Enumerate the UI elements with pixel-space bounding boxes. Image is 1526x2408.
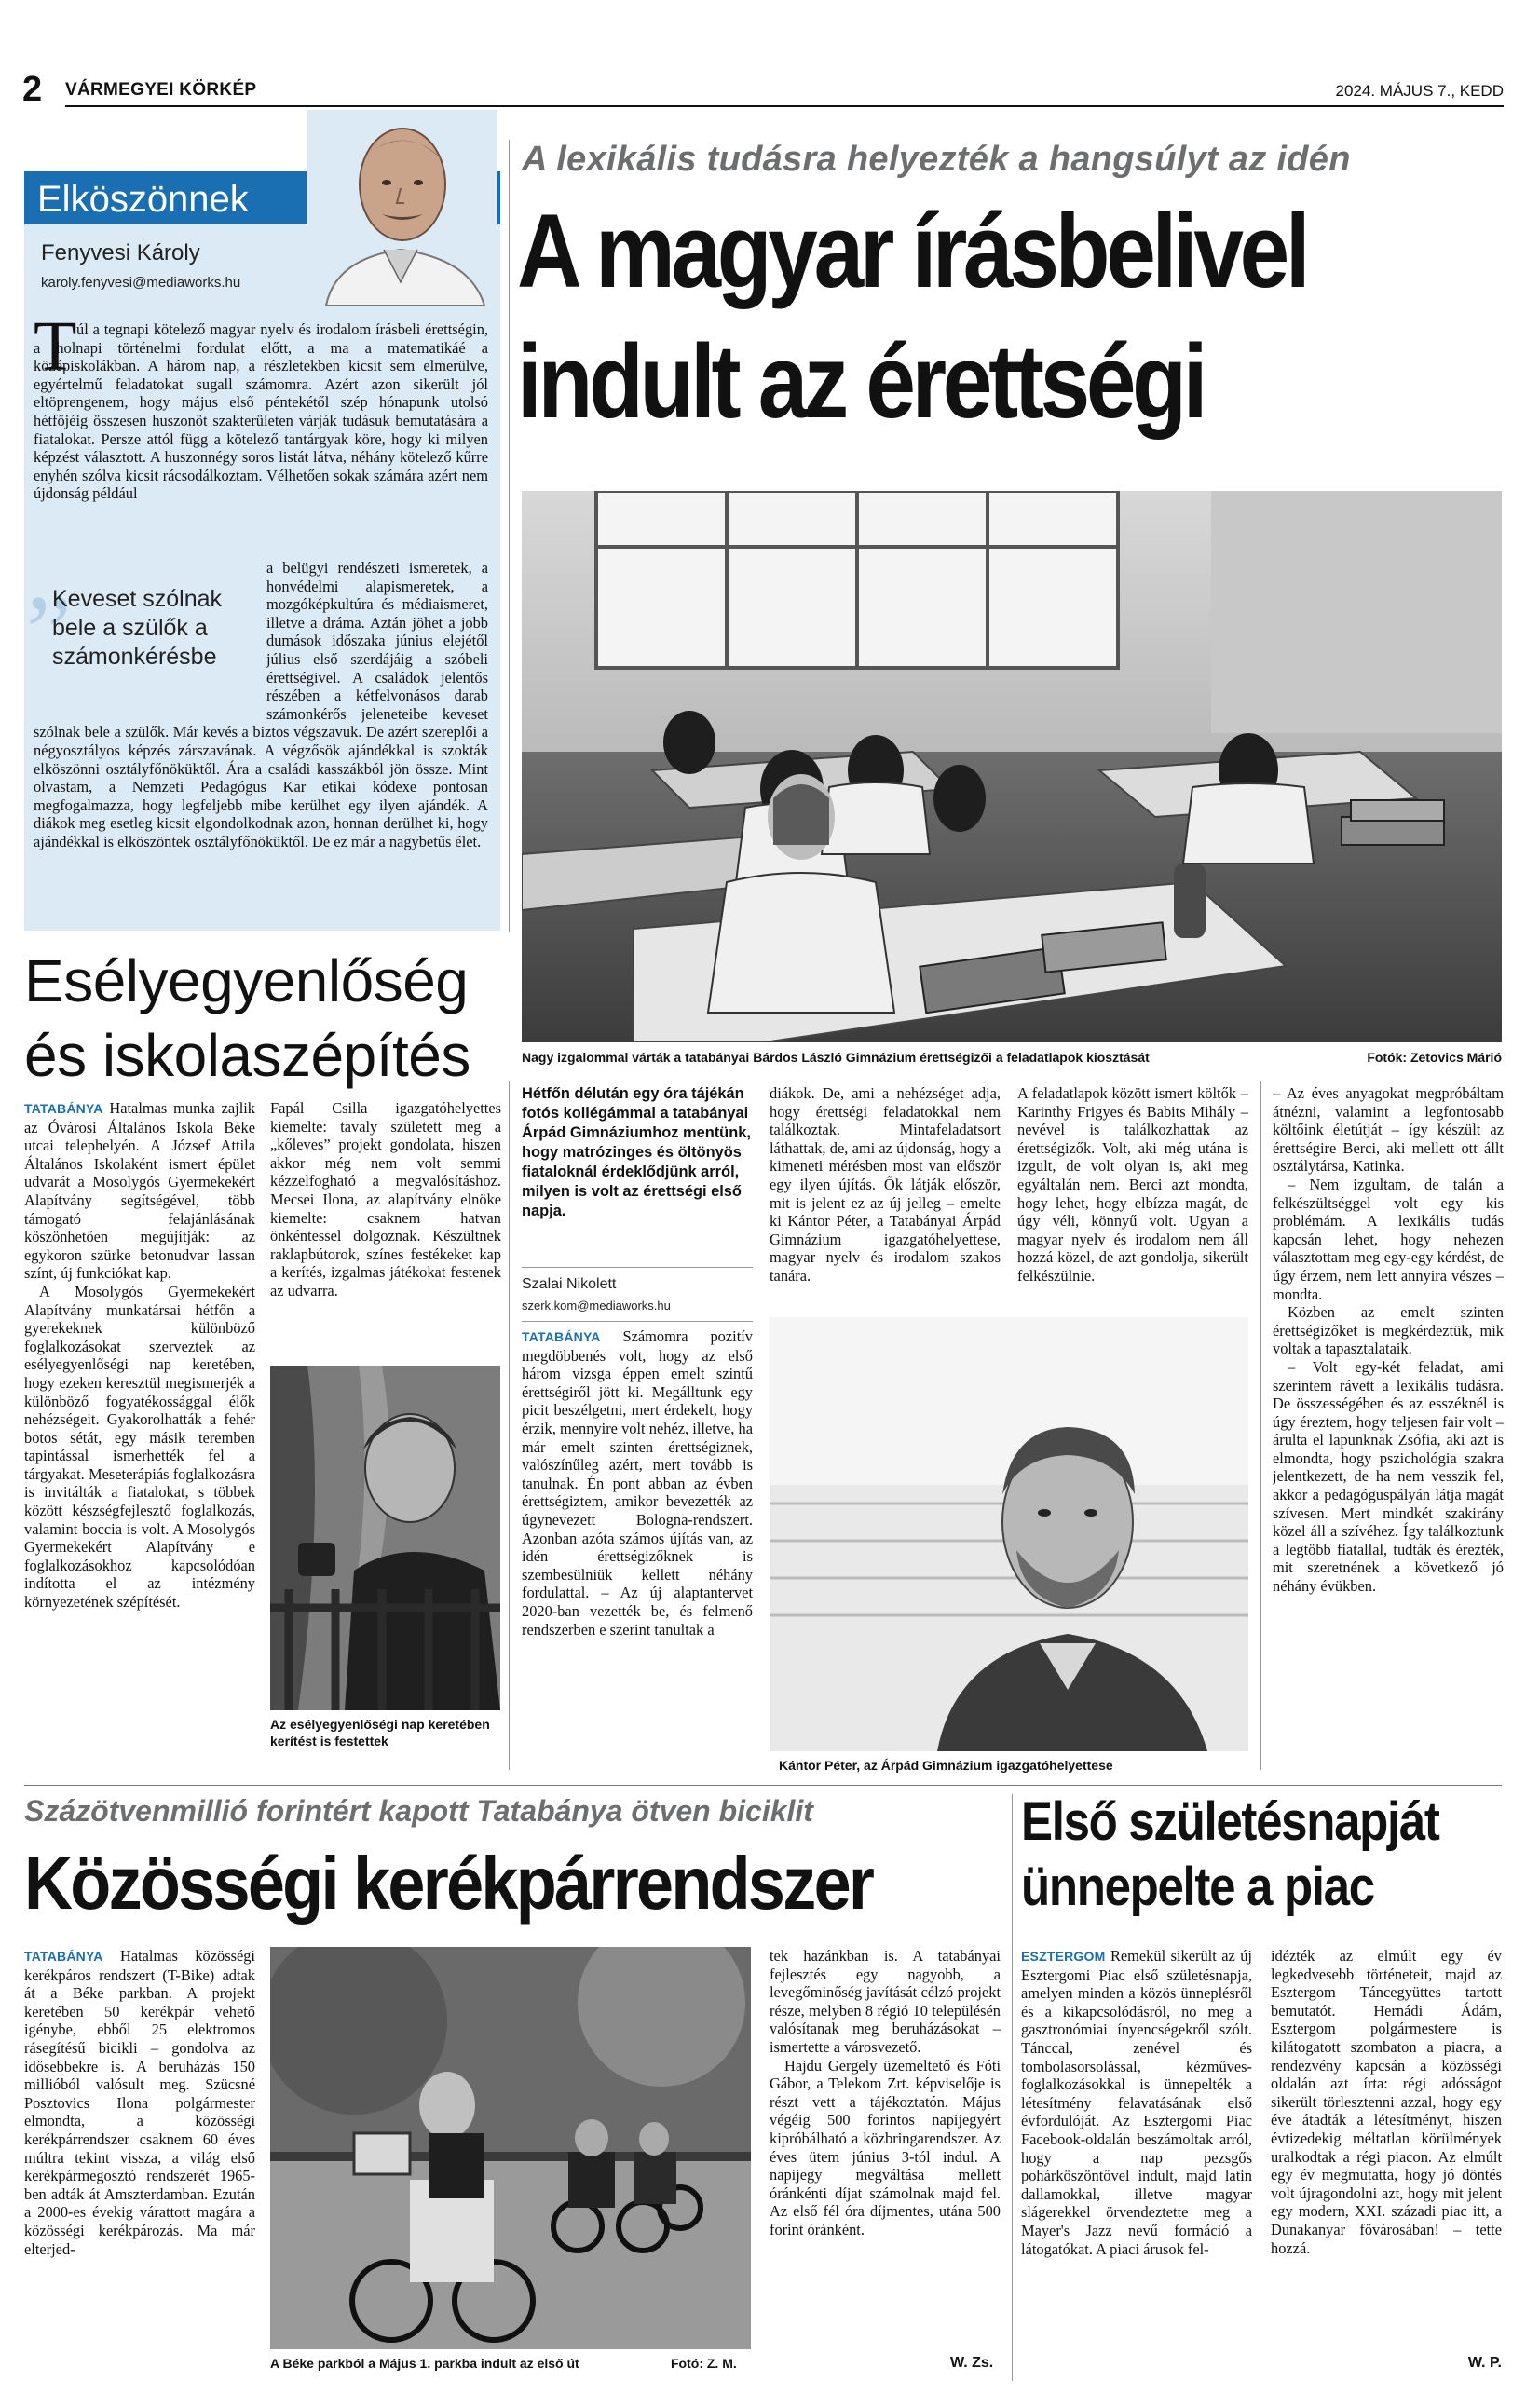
school-col1 — [24, 1099, 255, 1770]
column-pullquote: Keveset szólnak bele a szülők a számonkérésbe — [52, 586, 223, 670]
main-col4 — [1273, 1084, 1504, 1770]
bike-riders-photo — [270, 1947, 751, 2349]
column-email: karoly.fenyvesi@mediaworks.hu — [41, 275, 241, 291]
market-col1-text: Remekül sikerült az új Esztergomi Piac első születésnapja, amelyen minden a közös ünneplésről és a kikapcsolódásról, no meg a gasztronómiai ínyencségekről szólt. Tánccal, zenével és tombolasorsolással, kézműves-foglalkozásokkal is ünnepelték a létesítmény felavatásának első évfordulóját. Az Esztergomi Piac Facebook-oldalán beszámoltak arról, hogy a nap pezsgős pohárköszöntővel indult, majd latin dallamokkal, illetve magyar slágerekkel örvendeztette meg a Mayer's Jazz nevű formáció a látogatókat. A piaci árusok fel- — [1021, 1947, 1252, 2258]
market-col1 — [1021, 1947, 1252, 2374]
author-portrait — [307, 110, 497, 306]
column-divider — [509, 140, 510, 932]
header-rule — [65, 105, 1504, 107]
main-col4-p2: – Nem izgultam, de talán a felkészültséggel volt egy kis problémám. A lexikális tudás kapcsán lehet, hogy nehezen választottam meg egy-egy kérdést, de úgy érzem, nem lett annyira vészes – mondta. — [1273, 1175, 1504, 1303]
bike-col1-text: Hatalmas közösségi kerékpáros rendszert (T-Bike) adtak át a Béke parkban. A projekt keretében 50 kerékpár vehető igénybe, ebből 25 elektromos rásegítésű bicikli – gondolva az idősebbekre is. A beruházás 150 millióból valósult meg. Szücsné Posztovics Ilona polgármester elmondta, a közösségi kerékpárrendszer csaknem 60 éves múltra tekint vissza, a világ első kerékpármegosztó rendszerét 1965-ben adták át Amszterdamban. Ezután a 2000-es évekig várattott magára a közösségi kerékpározás. Ma már elterjed- — [24, 1947, 255, 2258]
main-col3: A feladatlapok között ismert költők – Karinthy Frigyes és Babits Mihály – nevével is találkozhattak az érettségizők. Volt, aki még utána is izgult, de volt olyan is, aki meg egyáltalán nem. Berci azt mondta, hogy lehet, hogy elbízza magát, de úgy véli, könnyű volt. Ugyan a magyar nyelv és irodalom nem áll hozzá közel, de azt gondolja, sikerült felkészülnie. — [1017, 1084, 1248, 1285]
exam-room-photo — [522, 491, 1502, 1042]
quote-mark-icon: ” — [26, 575, 72, 688]
fence-painting-photo — [270, 1366, 500, 1710]
bike-dateline: TATABÁNYA — [24, 1949, 103, 1964]
author-rule — [522, 1321, 753, 1322]
bike-col2-p2: Hajdu Gergely üzemeltető és Fóti Gábor, a Telekom Zrt. képviselője is részt vett a tájékoztatón. Május végéig 500 forintos napijegyért kipróbálható a közbringarendszer. Az éves ütem június 3-tól indul. A napijegy megváltása mellett óránkénti díjat számolnak majd fel. Az első fél óra díjmentes, utána 500 forint óránként. — [770, 2056, 1001, 2238]
column-label: Elköszönnek — [37, 179, 249, 220]
column-text-intro: úl a tegnapi kötelező magyar nyelv és irodalom írásbeli érettségin, a holnapi történelmi fordulat előtt, a ma a matematikáé a középiskolákban. A három nap, a részletekben kicsit sem elmerülve, egyértelmű feladatokat sugall számomra. Azért azon sikerült jól eltöprengenem, hogy május első péntekétől szép hónapunk utolsó hétfőjéig összesen huszonöt szakterületen várják tudásuk bemutatására a fiatalokat. Persze attól függ a kötelező tantárgyak köre, hogy ki milyen képzést választott. A huszonnégy soros listát látva, néhány kötelező kűrre enyhén szólva kicsit rácsodálkoztam. Vélhetően sokak számára azért nem újdonság például — [34, 320, 488, 503]
market-headline-line1: Első születésnapját — [1021, 1791, 1439, 1852]
main-dateline: TATABÁNYA — [522, 1329, 601, 1344]
main-headline-line1: A magyar írásbelivel — [517, 193, 1307, 309]
main-author: Szalai Nikolett — [522, 1276, 617, 1292]
teacher-portrait-photo — [770, 1317, 1248, 1751]
bike-signature: W. Zs. — [950, 2355, 994, 2371]
school-col2: Fapál Csilla igazgatóhelyettes kiemelte: tavaly született meg a „kőleves” projekt gondolata, hiszen akkor még nem volt semmi kézzelfogható a megvalósításhoz. Mecsei Ilona, az alapítvány elnöke kiemelte: csaknem hatvan önkéntessel dolgoznak. Készültnek raklapbútorok, színes festékeket kap a kerítés, izgalmas játékokat festenek az udvarra. — [270, 1099, 501, 1299]
bike-headline: Közösségi kerékpárrendszer — [24, 1842, 873, 1925]
section-title: VÁRMEGYEI KÖRKÉP — [65, 80, 257, 100]
market-signature: W. P. — [1467, 2355, 1502, 2371]
main-headline-line2: indult az érettségi — [517, 323, 1205, 440]
main-author-email: szerk.kom@mediaworks.hu — [522, 1299, 671, 1313]
market-headline-line2: ünnepelte a piac — [1021, 1857, 1374, 1917]
teacher-portrait-caption: Kántor Péter, az Árpád Gimnázium igazgatóhelyettese — [779, 1758, 1113, 1773]
bike-col1 — [24, 1947, 255, 2374]
main-lead: Hétfőn délután egy óra tájékán fotós kollégámmal a tatabányai Árpád Gimnáziumhoz mentünk, hogy matrózinges és öltönyös fiataloknál érdeklődjünk arról, milyen is volt az érettségi első napja. — [522, 1085, 751, 1219]
bike-photo-credit: Fotó: Z. M. — [671, 2356, 737, 2371]
market-divider — [1012, 1794, 1013, 2381]
main-col4-p4: – Volt egy-két feladat, ami szerintem rávett a lexikális tudásra. De összességében és az esszéknél is úgy éreztem, hogy teljesen fair volt – árulta el lapunknak Zsófia, aki azt is elmondta, hogy pszichológia szakra jelentkezett, de ha nem vesszik fel, akkor a pedagóguspályán látja magát szívesen. Mert mindkét szakirány közel áll a szívéhez. Így találkoztunk a legtöbb fiatallal, tudták és érezték, mit szeretnének a következő jó néhány évükben. — [1273, 1357, 1504, 1596]
column-dropcap: T — [34, 307, 77, 386]
lead-rule — [522, 1267, 753, 1268]
main-photo-credit: Fotók: Zetovics Márió — [1367, 1050, 1502, 1065]
main-col4-p3: Közben az emelt szinten érettségizőket is megkérdeztük, mik voltak a tapasztalataik. — [1273, 1303, 1504, 1358]
main-photo-caption: Nagy izgalommal várták a tatabányai Bárdos László Gimnázium érettségizői a feladatlapok kiosztását — [522, 1050, 1150, 1065]
school-col1-p2: A Mosolygós Gyermekekért Alapítvány munkatársai hétfőn a gyerekeknek különböző foglalkozásokat szerveztek az esélyegyenlőségi nap keretében, hogy ezeken keresztül megismerjék a különböző fogyatékossággal élők nehézségeit. Gyakorolhatták a fehér botos sétát, egy másik teremben tapintással ismerhették fel a tárgyakat. Meseterápiás foglalkozásra is invitálták a fiatalokat, s többek között készségfejlesztő foglalkozás, valamint boccia is volt. A Mosolygós Gyermekekért Alapítvány e foglalkozásokhoz kapcsolódóan indította el az intézmény környezetének szépítését. — [24, 1282, 255, 1612]
bottom-section-rule — [24, 1785, 1502, 1786]
main-col2: diákok. De, ami a nehézséget adja, hogy érettségi feladatokkal nem találkoztak. Mintafeladatsort láthattak, de, ami az újdonság, hogy a kimeneti mérésben most van először egy ilyen újítás. Ők látják először, mit is jelent ez az új jelleg – emelte ki Kántor Péter, a Tatabányai Árpád Gimnázium igazgatóhelyettese, magyar nyelv és irodalom szakos tanára. — [770, 1084, 1001, 1285]
school-headline-line2: és iskolaszépítés — [24, 1022, 470, 1089]
school-col1-text: Hatalmas munka zajlik az Óvárosi Általános Iskola Béke utcai telephelyén. A József Attila Általános Iskolaként ismert épület udvarát a Mosolygós Gyermekekért Alapítvány segítségével, több támogató felajánlásának köszönhetően megújítják: az egykoron szürke betonudvar lassan színt, új funkciókat kap. — [24, 1099, 255, 1283]
page-number: 2 — [22, 70, 43, 109]
main-col4-p1: – Az éves anyagokat megpróbáltam átnézni, valamint a legfontosabb költőink életútját – így készült az érettségire Berci, aki mellett ott állt osztálytársa, Katinka. — [1273, 1084, 1504, 1176]
main-col1 — [522, 1327, 753, 1765]
school-headline-line1: Esélyegyenlőség — [24, 947, 469, 1014]
market-col2: idézték az elmúlt egy év legkedvesebb történeteit, majd az Esztergom Táncegyüttes tartott bemutatót. Hernádi Ádám, Esztergom polgármestere is kilátogatott szombaton a piacra, a rendezvény kapcsán a közösségi oldalán azt írta: régi adósságot sikerült törlesztenni azzal, hogy egy éve átadták a létesítményt, hiszen évtizedekig méltatlan körülmények uralkodtak a régi piacon. Az elmúlt egy év megmutatta, hogy jó döntés volt újragondolni azt, hogy mit jelent egy modern, XXI. századi piac itt, a Dunakanyar fővárosában! – tette hozzá. — [1271, 1947, 1502, 2257]
bike-photo-caption: A Béke parkból a Május 1. parkba indult az első út — [270, 2356, 579, 2371]
bike-col2 — [770, 1947, 1001, 2374]
fence-photo-caption: Az esélyegyenlőségi nap keretében kerítést is festettek — [270, 1717, 490, 1748]
main-kicker: A lexikális tudásra helyezték a hangsúlyt az idén — [522, 140, 1351, 179]
column-author: Fenyvesi Károly — [41, 240, 200, 265]
school-dateline: TATABÁNYA — [24, 1101, 103, 1116]
market-dateline: ESZTERGOM — [1021, 1949, 1106, 1964]
main-col1-text: Számomra pozitív megdöbbenés volt, hogy az első három vizsga éppen emelt szintű érettségiről jött ki. Megálltunk egy picit beszélgetni, mert érdekelt, hogy érzik, mennyire volt nehéz, illetve, ha már emelt szinten érettségiznek, valószínűleg azért, mert tovább is tanulnak. Én pont abban az évben érettségiztem, amikor bevezették az úgynevezett Bologna-rendszert. Azonban azóta számos újítás van, az idén érettségizőknek is szembesülniük kellett néhány fordulattal. – Az új alaptantervet 2020-ban vezették be, és felmenő rendszerben e szerint tanultak a — [522, 1327, 753, 1639]
bike-kicker: Százötvenmillió forintért kapott Tatabánya ötven biciklit — [24, 1794, 813, 1828]
column-text-wrap: a belügyi rendészeti ismeretek, a honvédelmi alapismeretek, a mozgóképkultúra és médiaismeret, illetve a dráma. Aztán jöhet a jobb dumások időszaka június elejétől július első szerdájáig a szóbeli érettségivel. A családok jelentős részében a kétfelvonásos darab számonkérős jeleneteibe keveset szólnak bele a szülők. Már kevés a biztos végszavuk. De azért szereplői a négyosztályos képzés zárszavának. A végzősök ajándékkal is szokták elköszönni osztályfőnöküktől. Ára a családi kasszákból jön össze. Mint olvastam, a Nemzeti Pedagógus Kar etikai kódexe pontosan megfogalmazza, hogy legfeljebb mibe kerülhet egy ilyen ajándék. A diákok meg esetleg kicsit elgondolkodnak azon, honnan derülhet ki, hogy ajándékkal is elköszöntek osztályfőnöküktől. De ez már a nagybetűs élet. — [34, 559, 488, 850]
issue-date: 2024. MÁJUS 7., KEDD — [1335, 82, 1504, 100]
main-col4-divider — [1260, 1081, 1261, 1770]
bike-col2-p1: tek hazánkban is. A tatabányai fejlesztés egy nagyobb, a levegőminőség javítását célzó projekt része, melyben 8 régió 10 településén valósítanak meg beruházásokat – ismertette a városvezető. — [770, 1947, 1001, 2056]
school-col-divider — [509, 1081, 510, 1770]
